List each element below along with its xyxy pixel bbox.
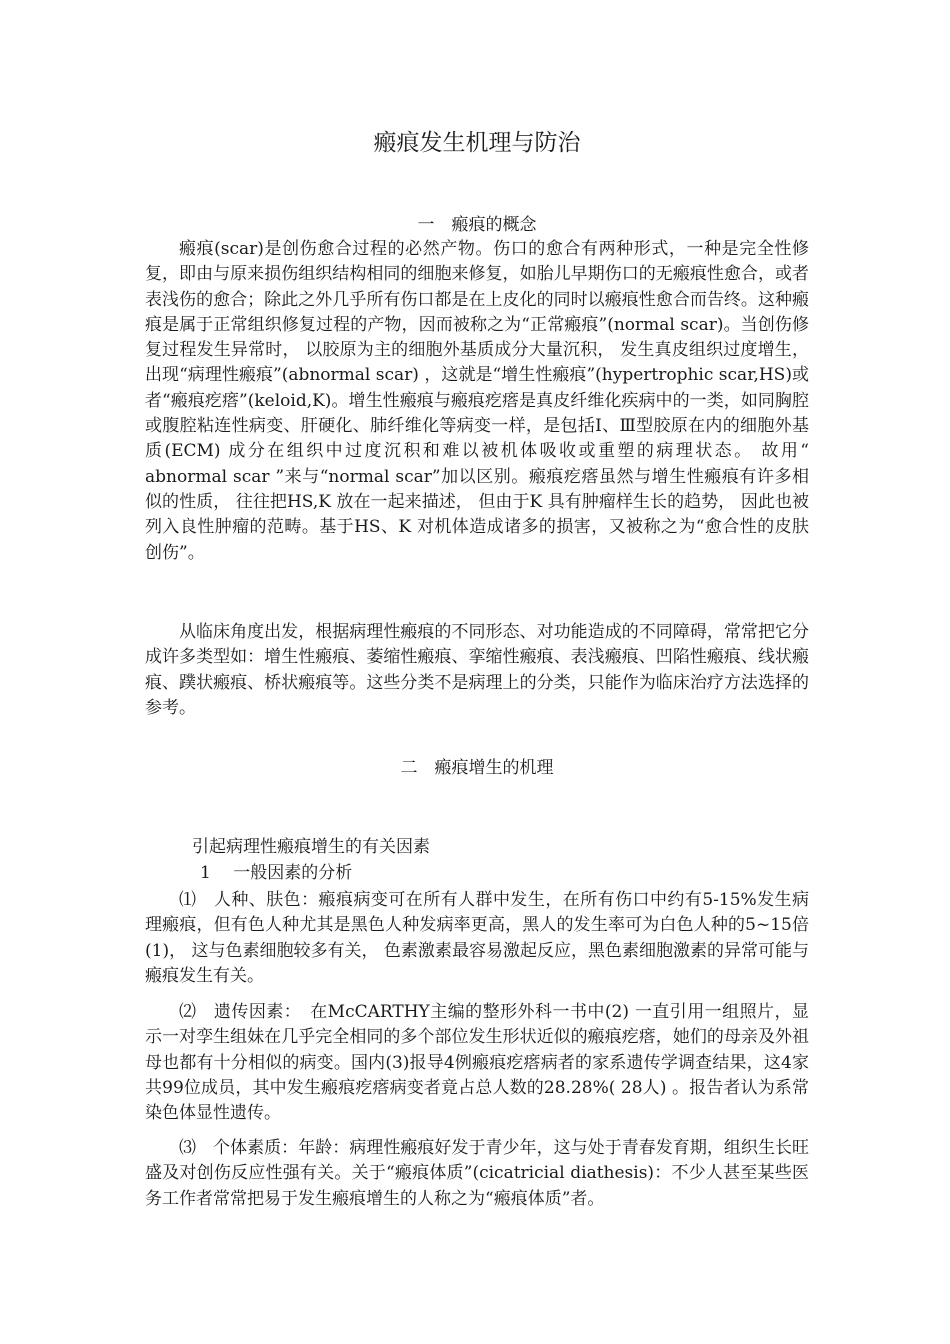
page-title: 瘢痕发生机理与防治 xyxy=(373,130,581,156)
paragraph-race-skin-color: ⑴ 人种、肤色：瘢痕病变可在所有人群中发生，在所有伤口中约有5-15%发生病理瘢痕，但有色人种尤其是黑色人种发病率更高，黑人的发生率可为白色人种的5~15倍(1)， 这与色素细胞较多有关， 色素激素最容易激起反应，黑色素细胞激素的异常可能与瘢痕发生有关。 xyxy=(145,890,809,986)
item-general-factors: 1 一般因素的分析 xyxy=(200,863,353,883)
paragraph-scar-definition: 瘢痕(scar)是创伤愈合过程的必然产物。伤口的愈合有两种形式，一种是完全性修复，即由与原来损伤组织结构相同的细胞来修复，如胎儿早期伤口的无瘢痕性愈合，或者表浅伤的愈合；除此之外几乎所有伤口都是在上皮化的同时以瘢痕性愈合而告终。这种瘢痕是属于正常组织修复过程的产物，因而被称之为“正常瘢痕”(normal scar)。当创伤修复过程发生异常时， 以胶原为主的细胞外基质成分大量沉积， 发生真皮组织过度增生，出现“病理性瘢痕”(abnormal scar) ，这就是“增生性瘢痕”(hypertrophic scar,HS)或者“瘢痕疙瘩”(keloid,K)。增生性瘢痕与瘢痕疙瘩是真皮纤维化疾病中的一类，如同胸腔或腹腔粘连性病变、肝硬化、肺纤维化等病变一样，是包括Ⅰ、Ⅲ型胶原在内的细胞外基质(ECM) 成分在组织中过度沉积和难以被机体吸收或重塑的病理状态。 故用“ abnormal scar ”来与“normal scar”加以区别。瘢痕疙瘩虽然与增生性瘢痕有许多相似的性质， 往往把HS,K 放在一起来描述， 但由于K 具有肿瘤样生长的趋势， 因此也被列入良性肿瘤的范畴。基于HS、K 对机体造成诸多的损害，又被称之为“愈合性的皮肤创伤”。 xyxy=(145,239,809,563)
paragraph-genetic-factors: ⑵ 遗传因素： 在McCARTHY主编的整形外科一书中(2) 一直引用一组照片，显示一对孪生组妹在几乎完全相同的多个部位发生形状近似的瘢痕疙瘩，她们的母亲及外祖母也都有十分相似的病变。国内(3)报导4例瘢痕疙瘩病者的家系遗传学调查结果，这4家共99位成员，其中发生瘢痕疙瘩病变者竟占总人数的28.28%( 28人) 。报告者认为系常染色体显性遗传。 xyxy=(145,1002,809,1124)
paragraph-individual-constitution: ⑶ 个体素质：年龄：病理性瘢痕好发于青少年，这与处于青春发育期，组织生长旺盛及对创伤反应性强有关。关于“瘢痕体质”(cicatricial diathesis)：不少人甚至某些医务工作者常常把易于发生瘢痕增生的人称之为“瘢痕体质”者。 xyxy=(145,1138,809,1209)
subheading-factors: 引起病理性瘢痕增生的有关因素 xyxy=(192,837,430,857)
section-heading-mechanism: 二 瘢痕增生的机理 xyxy=(400,758,554,778)
paragraph-clinical-classification: 从临床角度出发，根据病理性瘢痕的不同形态、对功能造成的不同障碍，常常把它分成许多类型如：增生性瘢痕、萎缩性瘢痕、挛缩性瘢痕、表浅瘢痕、凹陷性瘢痕、线状瘢痕、蹼状瘢痕、桥状瘢痕等。这些分类不是病理上的分类，只能作为临床治疗方法选择的参考。 xyxy=(145,622,809,718)
section-heading-concept: 一 瘢痕的概念 xyxy=(417,215,537,235)
